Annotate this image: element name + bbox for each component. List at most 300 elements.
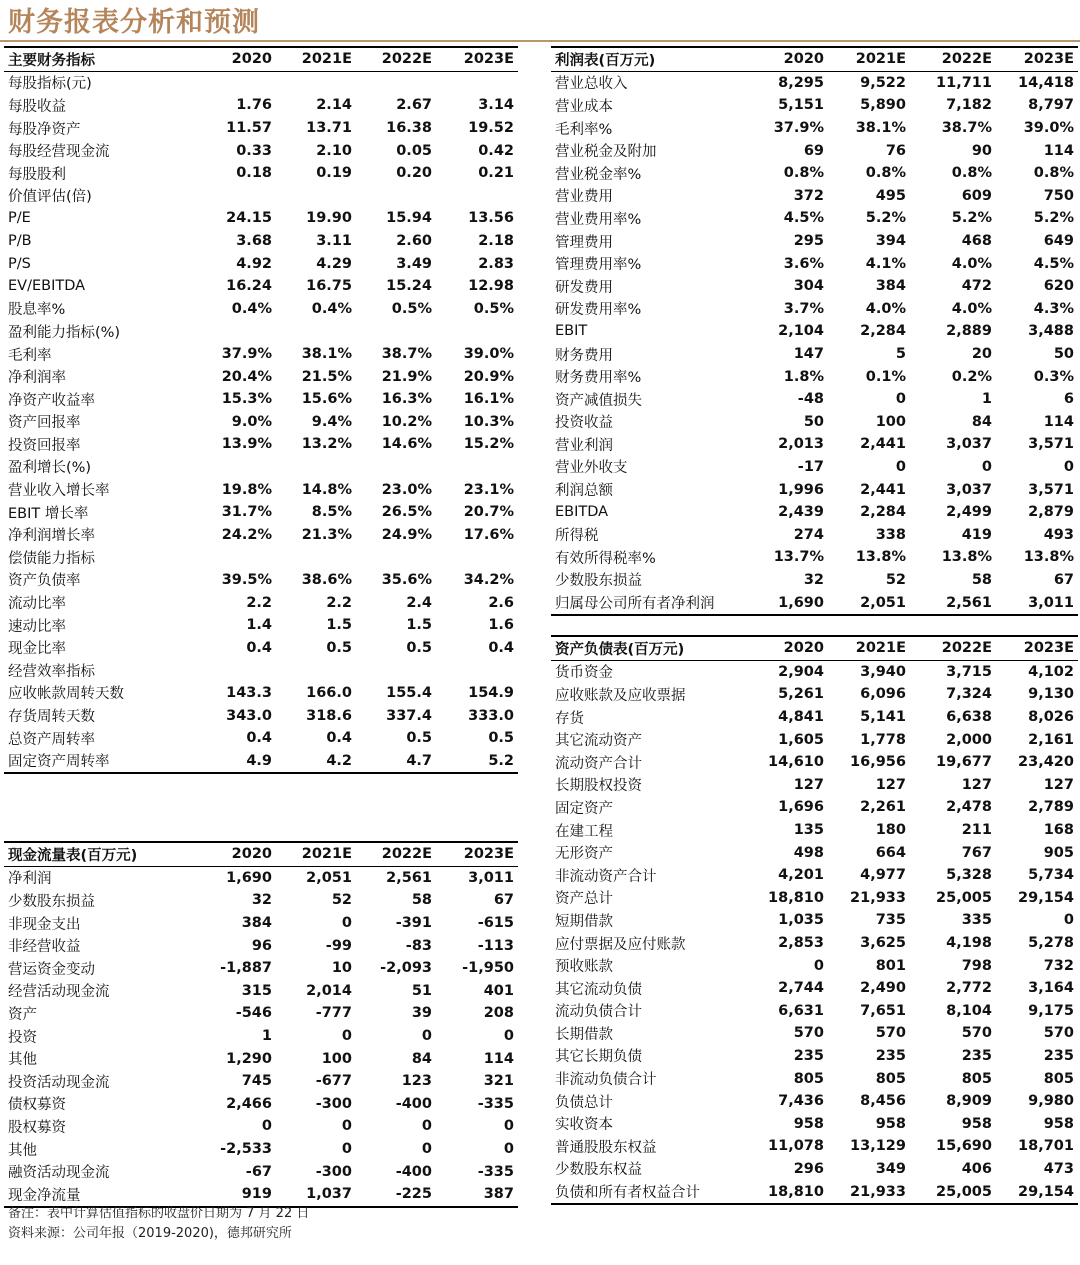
cell-value: -335 — [477, 1095, 514, 1112]
year-header: 2020 — [756, 47, 828, 71]
table-row — [551, 1022, 1078, 1045]
cell-value: 29,154 — [1018, 889, 1074, 906]
row-label: 长期借款 — [555, 1026, 613, 1043]
table-row — [551, 71, 1078, 94]
cell-value: 8,295 — [778, 74, 824, 91]
table-row — [551, 591, 1078, 615]
table-title: 主要财务指标 — [4, 47, 204, 71]
row-label: 净利润率 — [8, 370, 66, 387]
cell-value: 100 — [875, 413, 906, 430]
cell-value: 8,104 — [946, 1002, 992, 1019]
cell-value: 14.6% — [381, 436, 432, 453]
row-label: 每股股利 — [8, 166, 66, 183]
table-row — [4, 866, 518, 889]
cell-value: 3,037 — [946, 481, 992, 498]
cell-value: 0.8% — [783, 165, 824, 182]
row-label: EV/EBITDA — [8, 278, 86, 295]
cell-value — [204, 185, 276, 208]
cell-value: 4.2 — [276, 749, 356, 773]
cell-value: -615 — [477, 915, 514, 932]
cell-value: 2,466 — [226, 1095, 272, 1112]
table-row — [551, 456, 1078, 479]
cell-value: 0 — [421, 1141, 432, 1158]
cell-value: 67 — [1053, 571, 1074, 588]
table-title: 现金流量表(百万元) — [4, 842, 204, 866]
cell-value: -677 — [315, 1073, 352, 1090]
row-label: 营业收入增长率 — [8, 483, 110, 500]
cell-value: 2,772 — [946, 980, 992, 997]
row-label: 非流动负债合计 — [555, 1072, 657, 1089]
table-row — [4, 546, 518, 569]
cell-value: 3.6% — [783, 255, 824, 272]
cell-value: 805 — [1043, 1070, 1074, 1087]
row-label: 营业总收入 — [555, 76, 628, 93]
cell-value: 8,797 — [1028, 97, 1074, 114]
cell-value: 147 — [793, 346, 824, 363]
table-row — [551, 569, 1078, 592]
cell-value: 15.24 — [386, 278, 432, 295]
cell-value: 7,182 — [946, 97, 992, 114]
cell-value: 338 — [875, 526, 906, 543]
cell-value: 473 — [1043, 1160, 1074, 1177]
cell-value — [356, 659, 436, 682]
cell-value: 52 — [331, 892, 352, 909]
cell-value: 5.2% — [951, 210, 992, 227]
cell-value: 0.33 — [236, 142, 272, 159]
row-label: 少数股东损益 — [555, 573, 642, 590]
cell-value: 13.56 — [468, 210, 514, 227]
cell-value: 0.4% — [311, 300, 352, 317]
cell-value: 0.5 — [406, 639, 432, 656]
row-label: 营业税金及附加 — [555, 144, 657, 161]
table-row — [551, 1000, 1078, 1023]
cell-value: 19.90 — [306, 210, 352, 227]
cell-value: 2,441 — [860, 436, 906, 453]
cell-value: 6 — [1063, 391, 1074, 408]
page-title: 财务报表分析和预测 — [8, 7, 260, 38]
row-label: 净资产收益率 — [8, 392, 95, 409]
cell-value — [436, 659, 518, 682]
cell-value — [204, 546, 276, 569]
cell-value: 0.5% — [473, 300, 514, 317]
row-label: 流动负债合计 — [555, 1004, 642, 1021]
cell-value: 2,000 — [946, 731, 992, 748]
cell-value — [204, 659, 276, 682]
cell-value: 4.1% — [865, 255, 906, 272]
year-header: 2022E — [356, 47, 436, 71]
cell-value: 50 — [1053, 346, 1074, 363]
cell-value: 2,478 — [946, 799, 992, 816]
cell-value: 11.57 — [226, 120, 272, 137]
cell-value: 1 — [981, 391, 992, 408]
row-label: 投资收益 — [555, 415, 613, 432]
cell-value: 805 — [793, 1070, 824, 1087]
cell-value: 274 — [793, 526, 824, 543]
year-header: 2023E — [436, 842, 518, 866]
row-label: 预收账款 — [555, 959, 613, 976]
cell-value: 8,456 — [860, 1093, 906, 1110]
cell-value: 4.0% — [865, 300, 906, 317]
cell-value: 3,037 — [946, 436, 992, 453]
cell-value: 919 — [204, 1183, 276, 1207]
cell-value: 52 — [885, 571, 906, 588]
row-label: 实收资本 — [555, 1117, 613, 1134]
table-row — [551, 1158, 1078, 1181]
cell-value: 84 — [971, 413, 992, 430]
cell-value: 67 — [493, 892, 514, 909]
cell-value: 38.7% — [941, 120, 992, 137]
cell-value: 76 — [885, 142, 906, 159]
table-row — [551, 252, 1078, 275]
cell-value: 235 — [875, 1047, 906, 1064]
row-label: 其他 — [8, 1142, 37, 1159]
cell-value: 4.5% — [783, 210, 824, 227]
cell-value: 23,420 — [1018, 754, 1074, 771]
cell-value: 4,201 — [778, 867, 824, 884]
row-label: 融资活动现金流 — [8, 1165, 110, 1182]
table-row — [551, 117, 1078, 140]
cell-value: 1,037 — [276, 1183, 356, 1207]
source-note: 资料来源：公司年报（2019-2020)，德邦研究所 — [8, 1226, 292, 1241]
cell-value: 127 — [1043, 776, 1074, 793]
table-row — [551, 660, 1078, 683]
row-label: 盈利增长(%) — [8, 460, 92, 477]
row-label: 其它长期负债 — [555, 1049, 642, 1066]
cell-value: 8.5% — [311, 504, 352, 521]
table-row — [4, 1160, 518, 1183]
cell-value: 37.9% — [773, 120, 824, 137]
cell-value: 23.1% — [463, 481, 514, 498]
cell-value — [436, 71, 518, 94]
year-header: 2021E — [276, 47, 356, 71]
row-label: 利润总额 — [555, 483, 613, 500]
cell-value: 15,690 — [936, 1138, 992, 1155]
table-row — [551, 185, 1078, 208]
row-label: 毛利率 — [8, 347, 52, 364]
cell-value: 495 — [875, 187, 906, 204]
cell-value: -99 — [325, 937, 352, 954]
cell-value: 0 — [341, 1141, 352, 1158]
cell-value: 2,261 — [860, 799, 906, 816]
cell-value: 11,078 — [768, 1138, 824, 1155]
cell-value: 10 — [331, 960, 352, 977]
cell-value: 2.2 — [246, 594, 272, 611]
cell-value: 0 — [895, 391, 906, 408]
table-header-row — [551, 636, 1078, 660]
cell-value: 304 — [793, 278, 824, 295]
cell-value: 9,980 — [1028, 1093, 1074, 1110]
year-header: 2022E — [910, 47, 996, 71]
cell-value: 406 — [961, 1160, 992, 1177]
cell-value: 9.0% — [231, 413, 272, 430]
cell-value: 10.3% — [463, 413, 514, 430]
cell-value: 18,810 — [756, 1180, 828, 1204]
row-label: 现金比率 — [8, 641, 66, 658]
cell-value: 0.5 — [406, 730, 432, 747]
row-label: 在建工程 — [555, 823, 613, 840]
cell-value: 32 — [803, 571, 824, 588]
cell-value: 127 — [875, 776, 906, 793]
table-row — [551, 94, 1078, 117]
cell-value: 154.9 — [468, 684, 514, 701]
row-label: 速动比率 — [8, 618, 66, 635]
table-title: 资产负债表(百万元) — [551, 636, 756, 660]
table-row — [4, 682, 518, 705]
table-row — [4, 478, 518, 501]
cell-value — [276, 320, 356, 343]
cell-value: -335 — [477, 1163, 514, 1180]
cell-value: 19.52 — [468, 120, 514, 137]
row-label: 普通股股东权益 — [555, 1139, 657, 1156]
table-row — [4, 298, 518, 321]
cell-value: 0.1% — [865, 368, 906, 385]
title-divider — [0, 40, 1080, 42]
cell-value — [204, 320, 276, 343]
cell-value: 5.2 — [436, 749, 518, 773]
cell-value: 2,561 — [910, 591, 996, 615]
cell-value: -400 — [395, 1095, 432, 1112]
year-header: 2023E — [996, 636, 1078, 660]
cell-value: 96 — [251, 937, 272, 954]
cell-value: 0.4% — [231, 300, 272, 317]
cell-value: 4,977 — [860, 867, 906, 884]
cell-value: 50 — [803, 413, 824, 430]
table-row — [551, 365, 1078, 388]
cell-value: 235 — [793, 1047, 824, 1064]
row-label: 营业税金率% — [555, 166, 642, 183]
table-header-row — [551, 47, 1078, 71]
table-row — [551, 207, 1078, 230]
cell-value: 12.98 — [468, 278, 514, 295]
table-row — [551, 298, 1078, 321]
cell-value: 394 — [875, 233, 906, 250]
cell-value — [356, 546, 436, 569]
table-row — [551, 683, 1078, 706]
cell-value: 649 — [1043, 233, 1074, 250]
cell-value: 2,879 — [1028, 504, 1074, 521]
cell-value: 17.6% — [463, 526, 514, 543]
row-label: 偿债能力指标 — [8, 550, 95, 567]
cell-value: 13.8% — [941, 549, 992, 566]
cell-value: -391 — [395, 915, 432, 932]
table-row — [4, 1070, 518, 1093]
cell-value: 3.49 — [396, 255, 432, 272]
table-row — [551, 501, 1078, 524]
cell-value: 2,051 — [828, 591, 910, 615]
cell-value: -300 — [315, 1095, 352, 1112]
table-row — [4, 934, 518, 957]
cell-value: 0 — [503, 1118, 514, 1135]
cell-value: 498 — [793, 844, 824, 861]
cell-value: -48 — [797, 391, 824, 408]
row-label: 营业利润 — [555, 437, 613, 454]
cell-value: 14.8% — [301, 481, 352, 498]
cell-value: 15.94 — [386, 210, 432, 227]
table-row — [4, 456, 518, 479]
cell-value: 1,690 — [226, 869, 272, 886]
cell-value — [204, 71, 276, 94]
cell-value: 15.3% — [221, 391, 272, 408]
cell-value: 114 — [1043, 413, 1074, 430]
cell-value: 372 — [793, 187, 824, 204]
cell-value: 2,561 — [386, 869, 432, 886]
cell-value: 2,789 — [1028, 799, 1074, 816]
table-row — [551, 728, 1078, 751]
table-title: 利润表(百万元) — [551, 47, 756, 71]
cell-value: 24.9% — [381, 526, 432, 543]
cell-value: 38.1% — [855, 120, 906, 137]
cell-value: 1,778 — [860, 731, 906, 748]
table-row — [4, 1138, 518, 1161]
row-label: 应收账款及应收票据 — [555, 687, 686, 704]
cell-value — [356, 185, 436, 208]
cell-value: 4.7 — [356, 749, 436, 773]
row-label: 每股指标(元) — [8, 76, 92, 93]
year-header: 2022E — [910, 636, 996, 660]
row-label: 固定资产周转率 — [4, 749, 204, 773]
table-row — [4, 343, 518, 366]
cell-value: 4.3% — [1033, 300, 1074, 317]
cell-value: 2,439 — [778, 504, 824, 521]
cell-value: 2,744 — [778, 980, 824, 997]
cell-value: 4,198 — [946, 935, 992, 952]
cell-value: 735 — [875, 912, 906, 929]
row-label: P/E — [8, 210, 31, 227]
cell-value: 38.1% — [301, 346, 352, 363]
table-row — [4, 636, 518, 659]
row-label: 应收帐款周转天数 — [8, 686, 124, 703]
table-row — [4, 659, 518, 682]
cell-value: 39.0% — [1023, 120, 1074, 137]
cell-value: 13.8% — [1023, 549, 1074, 566]
row-label: 净利润增长率 — [8, 528, 95, 545]
cell-value — [356, 456, 436, 479]
table-row — [551, 909, 1078, 932]
cell-value: 2,014 — [306, 982, 352, 999]
cell-value: 180 — [875, 822, 906, 839]
row-label: 负债总计 — [555, 1094, 613, 1111]
year-header: 2021E — [276, 842, 356, 866]
cell-value: 14,418 — [1018, 74, 1074, 91]
row-label: 有效所得税率% — [555, 550, 656, 567]
table-row — [4, 388, 518, 411]
row-label: EBIT 增长率 — [8, 505, 89, 522]
table-row — [4, 614, 518, 637]
cell-value: 31.7% — [221, 504, 272, 521]
table-row — [551, 864, 1078, 887]
cell-value: 2,904 — [778, 663, 824, 680]
row-label: 资产负债率 — [8, 573, 81, 590]
cell-value: 745 — [241, 1073, 272, 1090]
cell-value: 0.4 — [326, 730, 352, 747]
cell-value: 0.4 — [246, 730, 272, 747]
cell-value: 4.9 — [204, 749, 276, 773]
cell-value: 1,996 — [778, 481, 824, 498]
cell-value: 21,933 — [850, 889, 906, 906]
row-label: 资产 — [8, 1006, 37, 1023]
cell-value: 0.8% — [865, 165, 906, 182]
cell-value: 387 — [436, 1183, 518, 1207]
cell-value: 2.10 — [316, 142, 352, 159]
table-row — [551, 796, 1078, 819]
cell-value: 2.6 — [488, 594, 514, 611]
cell-value: 384 — [241, 915, 272, 932]
income-statement-table — [551, 46, 1078, 616]
cell-value: 24.15 — [226, 210, 272, 227]
cell-value: 15.2% — [463, 436, 514, 453]
cell-value: 0.5 — [488, 730, 514, 747]
cell-value: 0 — [341, 1118, 352, 1135]
cell-value: 2.14 — [316, 97, 352, 114]
cell-value: -1,950 — [462, 960, 514, 977]
cell-value — [276, 71, 356, 94]
cell-value: 21.9% — [381, 368, 432, 385]
cell-value: 570 — [961, 1025, 992, 1042]
cell-value: 801 — [875, 957, 906, 974]
cell-value: 0 — [341, 1028, 352, 1045]
cell-value: -1,887 — [220, 960, 272, 977]
cell-value: 493 — [1043, 526, 1074, 543]
cell-value: 38.7% — [381, 346, 432, 363]
cell-value: 0 — [813, 957, 824, 974]
cell-value: 235 — [961, 1047, 992, 1064]
cell-value: 135 — [793, 822, 824, 839]
cell-value: 0.18 — [236, 165, 272, 182]
cell-value: 4.5% — [1033, 255, 1074, 272]
table-row — [4, 252, 518, 275]
cell-value: 4.29 — [316, 255, 352, 272]
cell-value: 2,104 — [778, 323, 824, 340]
cell-value: -2,533 — [220, 1141, 272, 1158]
year-header: 2021E — [828, 47, 910, 71]
cell-value: 5 — [895, 346, 906, 363]
row-label: 归属母公司所有者净利润 — [551, 591, 756, 615]
table-row — [4, 94, 518, 117]
row-label: 营业费用率% — [555, 211, 642, 228]
cell-value — [204, 456, 276, 479]
table-row — [551, 706, 1078, 729]
table-row — [4, 1047, 518, 1070]
row-label: EBITDA — [555, 504, 609, 521]
cell-value: 5,328 — [946, 867, 992, 884]
row-label: 现金净流量 — [4, 1183, 204, 1207]
row-label: 其它流动资产 — [555, 733, 642, 750]
cell-value: 318.6 — [306, 707, 352, 724]
cell-value: 609 — [961, 187, 992, 204]
table-row — [551, 230, 1078, 253]
cell-value: 3,715 — [946, 663, 992, 680]
row-label: P/B — [8, 233, 32, 250]
cell-value: -113 — [477, 937, 514, 954]
row-label: 资产回报率 — [8, 415, 81, 432]
cell-value: 1.4 — [246, 617, 272, 634]
cell-value: 26.5% — [381, 504, 432, 521]
table-row — [4, 365, 518, 388]
year-header: 2023E — [436, 47, 518, 71]
cell-value: -67 — [245, 1163, 272, 1180]
cell-value: 1.8% — [783, 368, 824, 385]
row-label: 毛利率% — [555, 121, 613, 138]
table-row — [4, 704, 518, 727]
cell-value: 3,011 — [996, 591, 1078, 615]
row-label: 盈利能力指标(%) — [8, 324, 121, 341]
row-label: 管理费用率% — [555, 257, 642, 274]
cell-value: 0.8% — [1033, 165, 1074, 182]
table-row — [551, 139, 1078, 162]
cell-value: 0.42 — [478, 142, 514, 159]
cell-value: 16.3% — [381, 391, 432, 408]
row-label: 每股收益 — [8, 98, 66, 115]
